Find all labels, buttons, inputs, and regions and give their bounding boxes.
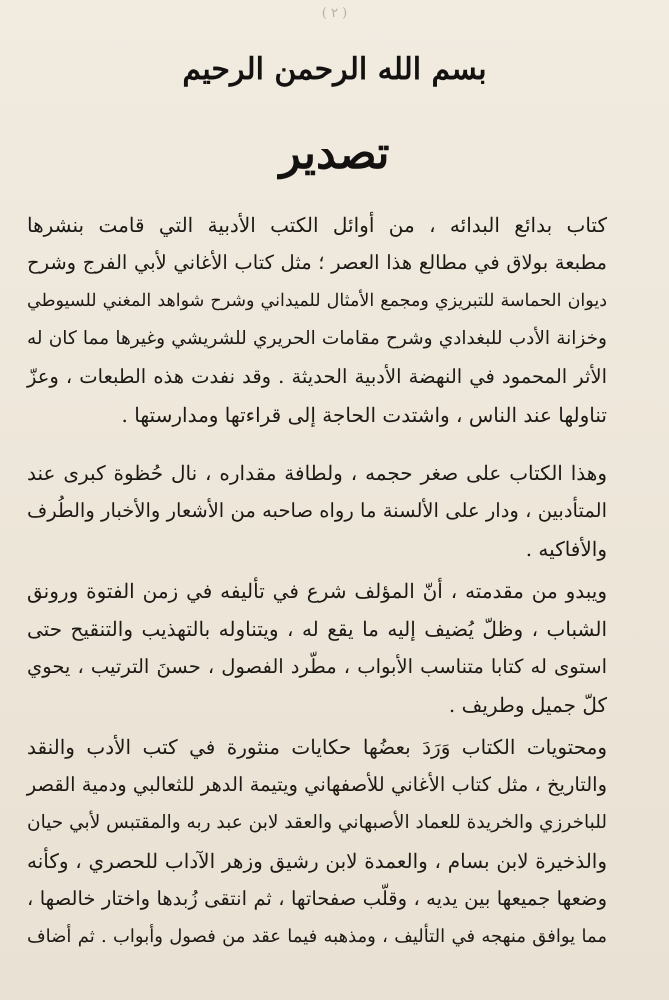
text-line: ومحتويات الكتاب وَرَدَ بعضُها حكايات منثورة في كتب الأدب والنقد [27, 735, 607, 759]
text-line: كلّ جميل وطريف . [448, 693, 607, 717]
text-line: والذخيرة لابن بسام ، والعمدة لابن رشيق وزهر الآداب للحصري ، وكأنه [27, 849, 607, 873]
text-line: والأفاكيه . [525, 537, 607, 561]
paragraph-3 [27, 572, 607, 724]
paragraph-4 [27, 728, 607, 956]
text-line: الشباب ، وظلّ يُضيف إليه ما يقع له ، ويتناوله بالتهذيب والتنقيح حتى [27, 617, 607, 641]
paragraph-1 [27, 206, 607, 434]
text-line: ويبدو من مقدمته ، أنّ المؤلف شرع في تأليفه في زمن الفتوة ورونق [27, 579, 607, 603]
page-number: ( ٢ ) [321, 6, 348, 21]
text-line: المتأدبين ، ودار على الألسنة ما رواه صاحبه من الأشعار والأخبار والطُرف [27, 499, 607, 522]
paragraph-2 [27, 454, 607, 568]
basmala-calligraphy: بسم الله الرحمن الرحيم [182, 52, 487, 87]
text-line: وهذا الكتاب على صغر حجمه ، ولطافة مقداره ، نال حُظوة كبرى عند [27, 461, 607, 485]
text-line: ديوان الحماسة للتبريزي ومجمع الأمثال للميداني وشرح شواهد المغني للسيوطي [27, 291, 607, 311]
text-line: مما يوافق منهجه في التأليف ، ومذهبه فيما عقد من فصول وأبواب . ثم أضاف [27, 926, 607, 947]
section-heading: تصدير [279, 128, 390, 179]
text-line: للباخرزي والخريدة للعماد الأصبهاني والعقد لابن عبد ربه والمقتبس لأبي حيان [27, 812, 607, 833]
text-line: استوى له كتابا متناسب الأبواب ، مطّرد الفصول ، حسنَ الترتيب ، يحوي [27, 655, 607, 678]
text-line: الأثر المحمود في النهضة الأدبية الحديثة . وقد نفدت هذه الطبعات ، وعزّ [27, 365, 607, 388]
text-line: مطبعة بولاق في مطالع هذا العصر ؛ مثل كتاب الأغاني لأبي الفرج وشرح [27, 251, 607, 274]
text-line: وخزانة الأدب للبغدادي وشرح مقامات الحريري للشريشي وغيرها مما كان له [27, 328, 607, 349]
text-line: والتاريخ ، مثل كتاب الأغاني للأصفهاني ويتيمة الدهر للثعالبي ودمية القصر [26, 773, 607, 796]
text-line: وضعها جميعها بين يديه ، وقلّب صفحاتها ، ثم انتقى زُبدها واختار خالصها ، [27, 887, 607, 910]
text-line: تناولها عند الناس ، واشتدت الحاجة إلى قراءتها ومدارستها . [121, 403, 607, 427]
text-line: كتاب بدائع البدائه ، من أوائل الكتب الأدبية التي قامت بنشرها [27, 213, 607, 237]
